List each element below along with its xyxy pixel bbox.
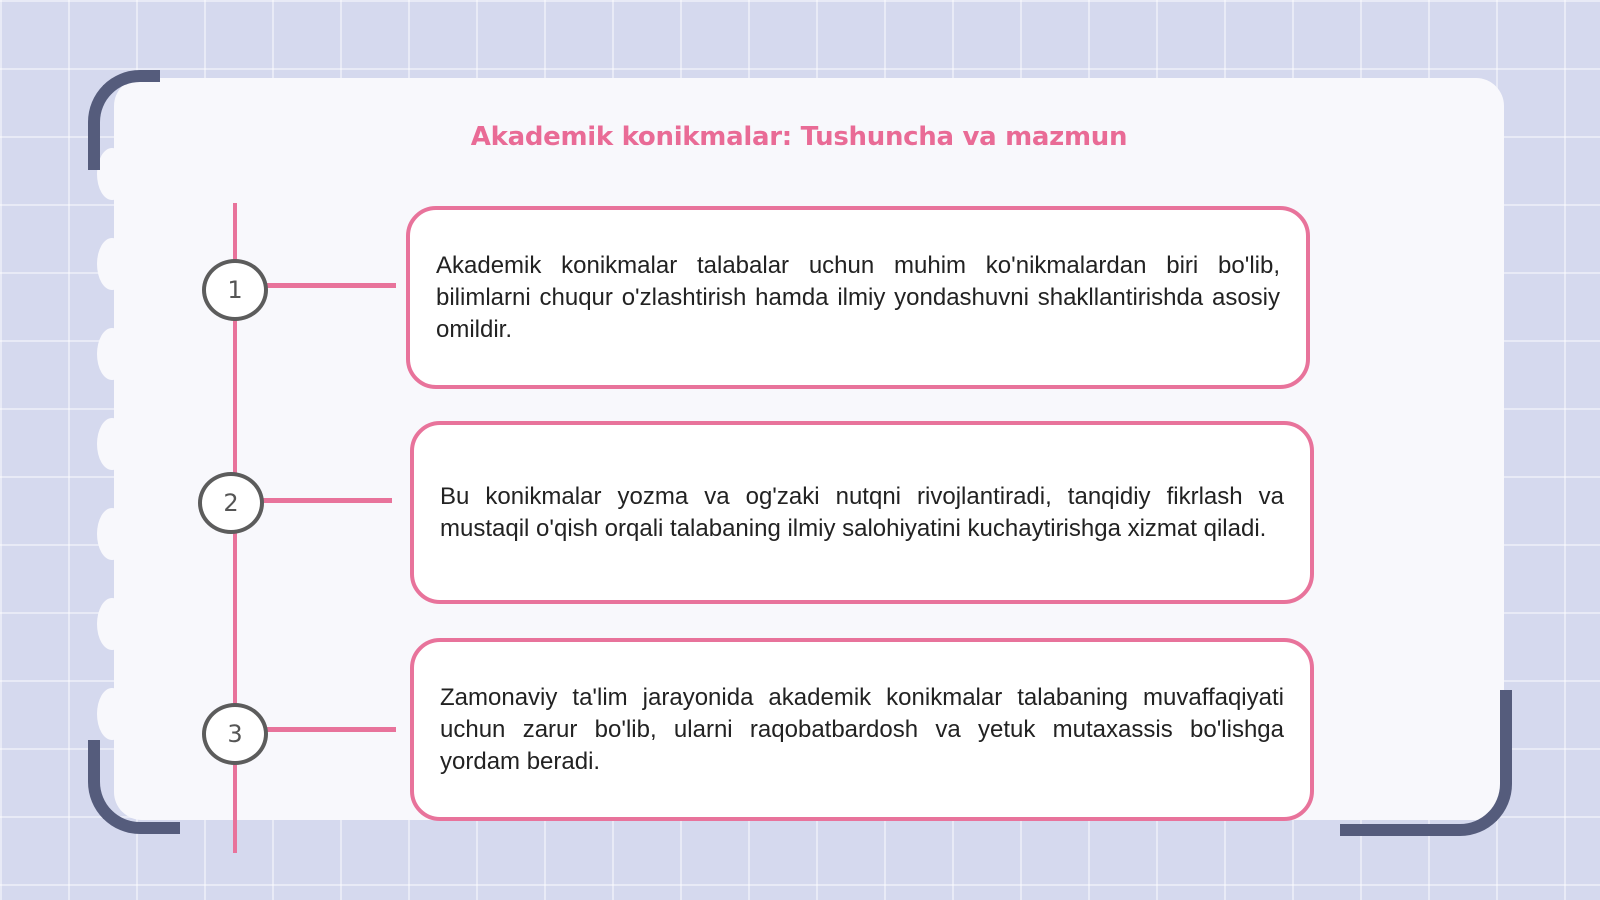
- timeline-connector: [266, 283, 396, 288]
- frame-corner-bottom-right: [1340, 690, 1512, 836]
- step-number-3: 3: [202, 703, 268, 765]
- step-text-3: Zamonaviy ta'lim jarayonida akademik konikmalar talabaning muvaffaqiyati uchun zarur bo'lib, ularni raqobatbardosh va yetuk mutaxassis bo'lishga yordam beradi.: [440, 683, 1284, 775]
- timeline-connector: [262, 498, 392, 503]
- step-number-1: 1: [202, 259, 268, 321]
- step-number-2: 2: [198, 472, 264, 534]
- slide-title: Akademik konikmalar: Tushuncha va mazmun: [470, 122, 1128, 152]
- card-scallop: [97, 238, 127, 290]
- card-scallop: [97, 598, 127, 650]
- card-scallop: [97, 508, 127, 560]
- frame-corner-top-left: [88, 70, 160, 170]
- step-text-2: Bu konikmalar yozma va og'zaki nutqni rivojlantiradi, tanqidiy fikrlash va mustaqil o'qish orqali talabaning ilmiy salohiyatini kuchaytirishga xizmat qiladi.: [440, 482, 1284, 542]
- card-scallop: [97, 328, 127, 380]
- step-box-1: [406, 206, 1310, 389]
- step-box-2: [410, 421, 1314, 604]
- card-scallop: [97, 418, 127, 470]
- step-text-1: Akademik konikmalar talabalar uchun muhim ko'nikmalardan biri bo'lib, bilimlarni chuqur o'zlashtirish hamda ilmiy yondashuvni shakllantirishda asosiy omildir.: [436, 251, 1280, 343]
- step-box-3: [410, 638, 1314, 821]
- frame-corner-bottom-left: [88, 740, 180, 834]
- timeline-connector: [266, 727, 396, 732]
- card-scallop: [97, 688, 127, 740]
